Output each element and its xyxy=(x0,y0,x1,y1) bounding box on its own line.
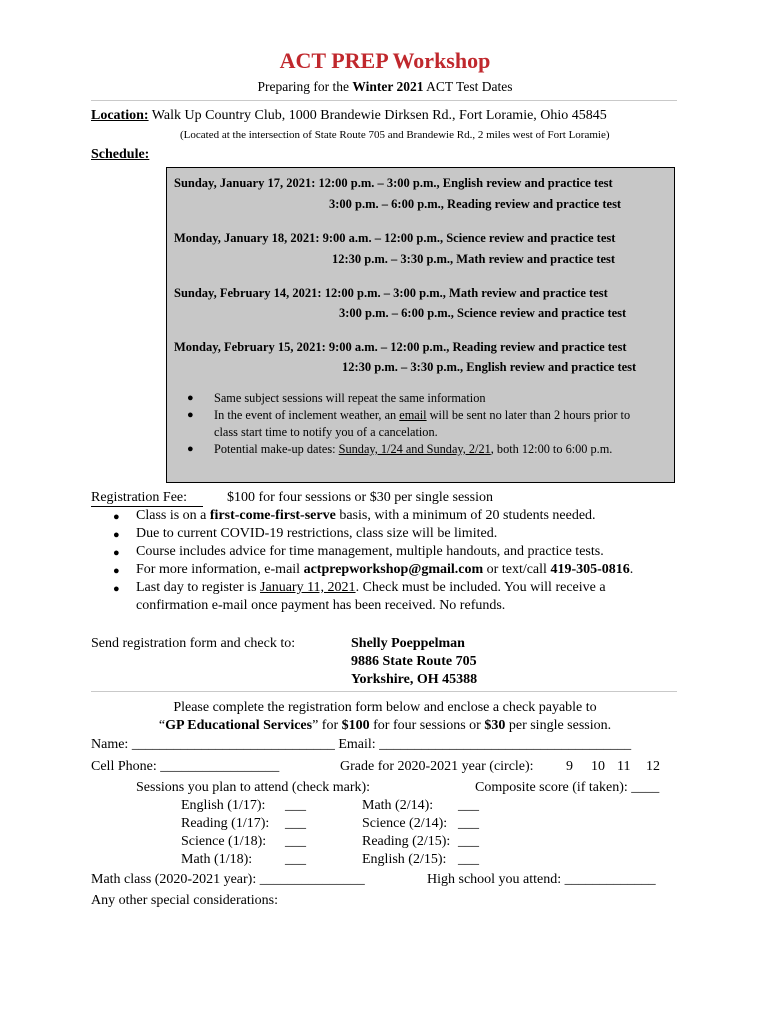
session-checkbox[interactable]: ___ xyxy=(458,798,479,813)
schedule-line: 12:30 p.m. – 3:30 p.m., Math review and practice test xyxy=(332,252,616,266)
schedule-line: Sunday, February 14, 2021: 12:00 p.m. – 3:00 p.m., Math review and practice test xyxy=(174,286,608,300)
name-field[interactable]: _____________________________ xyxy=(131,737,335,752)
sessions-label: Sessions you plan to attend (check mark): xyxy=(136,780,371,795)
page-title: ACT PREP Workshop xyxy=(279,48,491,73)
form-divider xyxy=(91,691,677,692)
composite-score-field[interactable]: ____ xyxy=(631,780,660,795)
session-label: English (1/17): xyxy=(181,798,266,813)
send-to-city: Yorkshire, OH 45388 xyxy=(351,672,478,687)
grade-label: Grade for 2020-2021 year (circle): xyxy=(340,759,534,774)
contact-phone: 419-305-0816 xyxy=(550,562,630,577)
registration-item: For more information, e-mail actprepworkshop@gmail.com or text/call 419-305-0816. xyxy=(136,562,634,577)
name-email-row: Name: _____________________________ Email: ____________________________________ xyxy=(91,737,632,752)
session-checkbox[interactable]: ___ xyxy=(285,852,306,867)
bullet-icon: ● xyxy=(113,583,120,595)
location-note: (Located at the intersection of State Route 705 and Brandewie Rd., 2 miles west of Fort Loramie) xyxy=(180,129,610,141)
registration-item: Last day to register is January 11, 2021. Check must be included. You will receive a xyxy=(136,580,606,595)
send-to-label: Send registration form and check to: xyxy=(91,636,296,651)
schedule-line: Monday, February 15, 2021: 9:00 a.m. – 12:00 p.m., Reading review and practice test xyxy=(174,340,627,354)
session-label: Reading (1/17): xyxy=(181,816,270,831)
session-label: Science (1/18): xyxy=(181,834,267,849)
session-checkbox[interactable]: ___ xyxy=(458,852,479,867)
high-school-field[interactable]: _____________ xyxy=(564,872,656,887)
session-label: Math (2/14): xyxy=(362,798,434,813)
form-intro-payable: “GP Educational Services” for $100 for four sessions or $30 per single session. xyxy=(158,718,612,733)
schedule-line: 12:30 p.m. – 3:30 p.m., English review and practice test xyxy=(342,360,637,374)
location-line: Location: Walk Up Country Club, 1000 Brandewie Dirksen Rd., Fort Loramie, Ohio 45845 xyxy=(91,108,607,123)
session-checkbox[interactable]: ___ xyxy=(285,816,306,831)
registration-label-underline xyxy=(91,490,203,507)
send-to-street: 9886 State Route 705 xyxy=(351,654,477,669)
session-label: Reading (2/15): xyxy=(362,834,451,849)
math-class-field[interactable]: _______________ xyxy=(259,872,365,887)
grade-option-9[interactable]: 9 xyxy=(566,759,573,774)
schedule-box xyxy=(166,167,675,483)
bullet-icon: ● xyxy=(187,443,194,455)
registration-item: Class is on a first-come-first-serve basis, with a minimum of 20 students needed. xyxy=(136,508,596,523)
session-checkbox[interactable]: ___ xyxy=(458,816,479,831)
bullet-icon: ● xyxy=(113,547,120,559)
high-school-row: High school you attend: _____________ xyxy=(427,872,656,887)
registration-item: Course includes advice for time management, multiple handouts, and practice tests. xyxy=(136,544,604,559)
email-link[interactable]: email xyxy=(399,408,427,422)
bullet-icon: ● xyxy=(113,565,120,577)
form-intro: Please complete the registration form below and enclose a check payable to xyxy=(173,700,597,715)
session-label: English (2/15): xyxy=(362,852,447,867)
schedule-label: Schedule: xyxy=(91,147,150,162)
email-field[interactable]: ____________________________________ xyxy=(379,737,632,752)
registration-fee-label: Registration Fee: xyxy=(91,490,188,505)
bullet-icon: ● xyxy=(187,392,194,404)
cell-phone-field[interactable]: _________________ xyxy=(160,759,280,774)
bullet-icon: ● xyxy=(113,511,120,523)
registration-item-continuation: confirmation e-mail once payment has been received. No refunds. xyxy=(136,598,506,613)
send-to-name: Shelly Poeppelman xyxy=(351,636,465,651)
schedule-line: Monday, January 18, 2021: 9:00 a.m. – 12:00 p.m., Science review and practice test xyxy=(174,231,616,245)
page-subtitle: Preparing for the Winter 2021 ACT Test Dates xyxy=(257,79,513,94)
schedule-line: Sunday, January 17, 2021: 12:00 p.m. – 3:00 p.m., English review and practice test xyxy=(174,176,613,190)
session-checkbox[interactable]: ___ xyxy=(458,834,479,849)
session-checkbox[interactable]: ___ xyxy=(285,834,306,849)
registration-item: Due to current COVID-19 restrictions, class size will be limited. xyxy=(136,526,498,541)
schedule-note: Potential make-up dates: Sunday, 1/24 and Sunday, 2/21, both 12:00 to 6:00 p.m. xyxy=(214,442,613,456)
grade-option-10[interactable]: 10 xyxy=(591,759,605,774)
contact-email[interactable]: actprepworkshop@gmail.com xyxy=(303,562,484,577)
cell-phone-row: Cell Phone: _________________ xyxy=(91,759,280,774)
bullet-icon: ● xyxy=(187,409,194,421)
bullet-icon: ● xyxy=(113,529,120,541)
special-considerations-label: Any other special considerations: xyxy=(91,893,279,908)
schedule-line: 3:00 p.m. – 6:00 p.m., Reading review and practice test xyxy=(329,197,622,211)
schedule-note-continuation: class start time to notify you of a cancelation. xyxy=(214,425,438,439)
math-class-row: Math class (2020-2021 year): _______________ xyxy=(91,872,365,887)
session-checkbox[interactable]: ___ xyxy=(285,798,306,813)
header-divider xyxy=(91,100,677,101)
registration-fee: $100 for four sessions or $30 per single session xyxy=(227,490,493,505)
session-label: Math (1/18): xyxy=(181,852,253,867)
schedule-note: In the event of inclement weather, an email will be sent no later than 2 hours prior to xyxy=(214,408,631,422)
session-label: Science (2/14): xyxy=(362,816,448,831)
grade-option-12[interactable]: 12 xyxy=(646,759,660,774)
schedule-note: Same subject sessions will repeat the same information xyxy=(214,391,486,405)
schedule-line: 3:00 p.m. – 6:00 p.m., Science review and practice test xyxy=(339,306,627,320)
grade-option-11[interactable]: 11 xyxy=(617,759,631,774)
composite-score-row: Composite score (if taken): ____ xyxy=(475,780,660,795)
